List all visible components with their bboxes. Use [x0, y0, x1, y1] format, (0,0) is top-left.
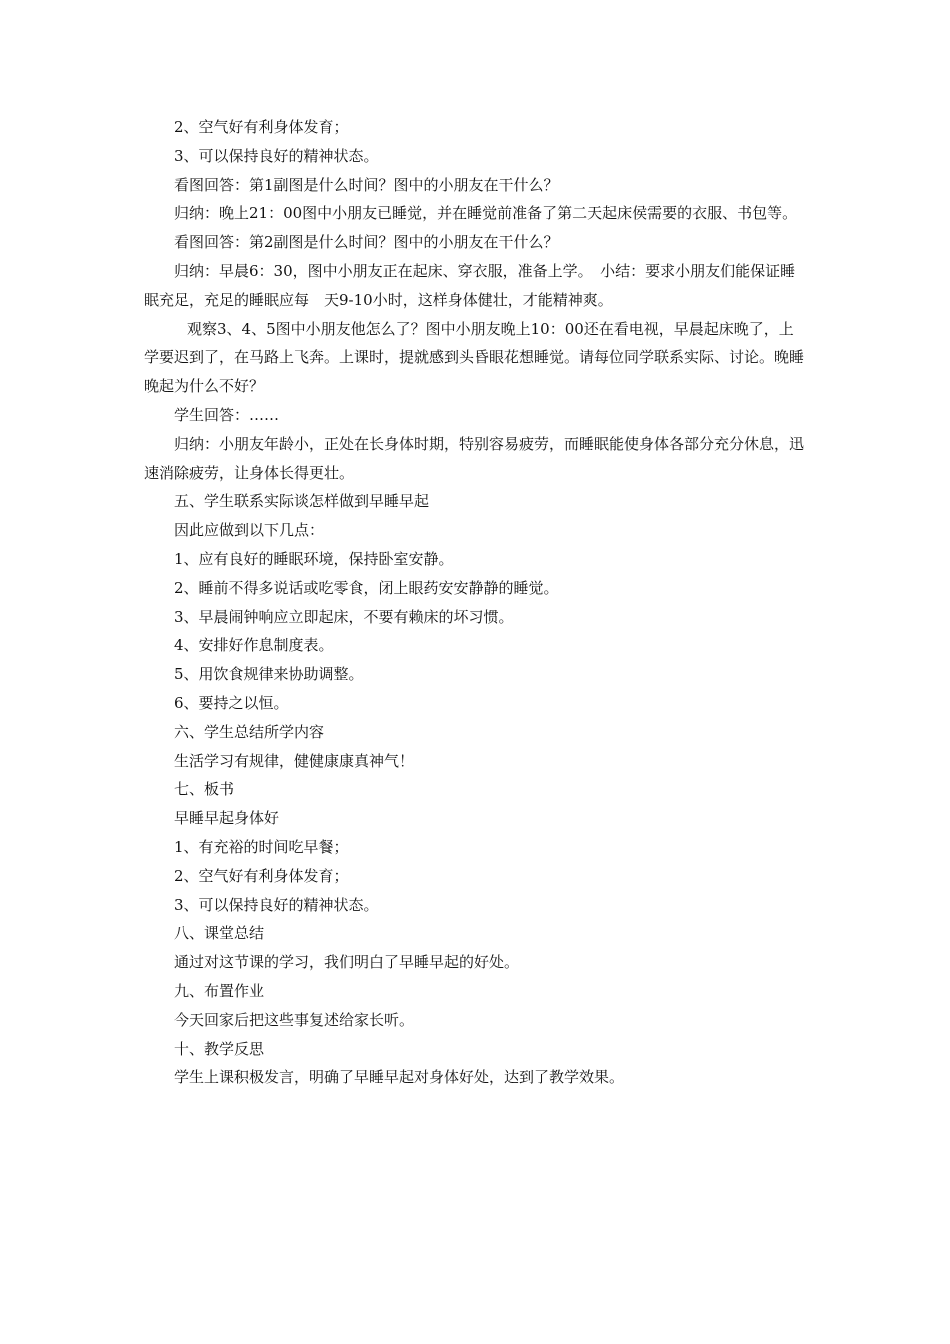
paragraph: 归纳：早晨6：30，图中小朋友正在起床、穿衣服，准备上学。 小结：要求小朋友们能保证睡眠充足，充足的睡眠应每 天9-10小时，这样身体健壮，才能精神爽。 — [144, 261, 796, 309]
list-item: 3、可以保持良好的精神状态。 — [174, 895, 379, 914]
paragraph: 今天回家后把这些事复述给家长听。 — [174, 1010, 415, 1029]
list-item: 1、应有良好的睡眠环境，保持卧室安静。 — [174, 549, 454, 568]
list-item: 6、要持之以恒。 — [174, 693, 289, 712]
list-item: 3、早晨闹钟响应立即起床，不要有赖床的坏习惯。 — [174, 607, 514, 626]
paragraph: 通过对这节课的学习，我们明白了早睡早起的好处。 — [174, 953, 520, 972]
paragraph: 生活学习有规律，健健康康真神气！ — [174, 751, 415, 770]
section-heading: 五、学生联系实际谈怎样做到早睡早起 — [174, 492, 430, 511]
paragraph: 看图回答：第1副图是什么时间？图中的小朋友在干什么？ — [174, 175, 559, 194]
list-item: 2、睡前不得多说话或吃零食，闭上眼药安安静静的睡觉。 — [174, 578, 559, 597]
paragraph: 观察3、4、5图中小朋友他怎么了？图中小朋友晚上10：00还在看电视，早晨起床晚了，上学要迟到了，在马路上飞奔。上课时，提就感到头昏眼花想睡觉。请每位同学联系实际、讨论。晚睡晚起为什么不好？ — [144, 319, 805, 396]
section-heading: 九、布置作业 — [174, 981, 265, 1000]
paragraph: 学生上课积极发言，明确了早睡早起对身体好处，达到了教学效果。 — [174, 1068, 625, 1087]
paragraph: 看图回答：第2副图是什么时间？图中的小朋友在干什么？ — [174, 233, 559, 252]
list-item: 4、安排好作息制度表。 — [174, 636, 334, 655]
section-heading: 八、课堂总结 — [174, 924, 265, 943]
section-heading: 六、学生总结所学内容 — [174, 722, 325, 741]
paragraph: 归纳：晚上21：00图中小朋友已睡觉，并在睡觉前准备了第二天起床侯需要的衣服、书包等。 — [174, 204, 798, 223]
section-heading: 十、教学反思 — [174, 1039, 265, 1058]
list-item: 1、有充裕的时间吃早餐； — [174, 837, 349, 856]
list-item: 5、用饮食规律来协助调整。 — [174, 665, 364, 684]
paragraph: 归纳：小朋友年龄小，正处在长身体时期，特别容易疲劳，而睡眠能使身体各部分充分休息，迅速消除疲劳，让身体长得更壮。 — [144, 434, 805, 482]
paragraph: 早睡早起身体好 — [174, 809, 280, 828]
list-item: 2、空气好有利身体发育； — [174, 866, 349, 885]
paragraph: 3、可以保持良好的精神状态。 — [174, 146, 379, 165]
paragraph: 学生回答：…… — [174, 405, 280, 424]
paragraph: 因此应做到以下几点： — [174, 521, 325, 540]
paragraph: 2、空气好有利身体发育； — [174, 118, 349, 136]
section-heading: 七、板书 — [174, 780, 235, 799]
document-body — [144, 113, 804, 1092]
